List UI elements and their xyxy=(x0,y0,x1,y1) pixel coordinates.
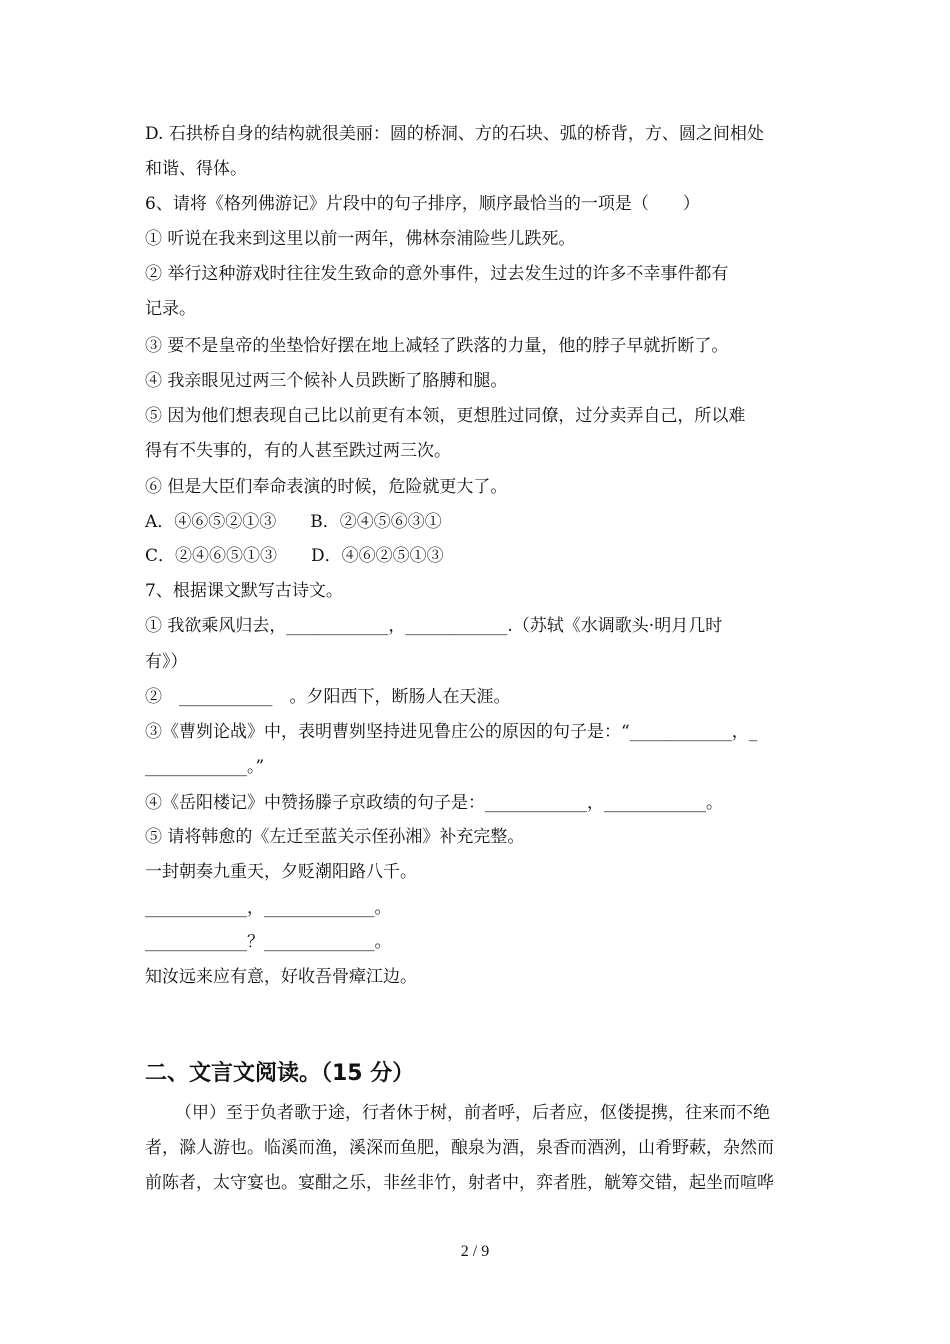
text-line: D. 石拱桥自身的结构就很美丽：圆的桥洞、方的石块、弧的桥背，方、圆之间相处 xyxy=(145,124,764,144)
passage-line: 前陈者，太守宴也。宴酣之乐，非丝非竹，射者中，弈者胜，觥筹交错，起坐而喧哗 xyxy=(145,1173,774,1193)
page-number: 2 / 9 xyxy=(460,1243,490,1260)
text-line: ② 举行这种游戏时往往发生致命的意外事件，过去发生过的许多不幸事件都有 xyxy=(145,264,729,284)
text-line: 有》） xyxy=(145,652,188,672)
text-line: 知汝远来应有意，好收吾骨瘴江边。 xyxy=(145,967,417,987)
text-line: ① 听说在我来到这里以前一两年，佛林奈浦险些儿跌死。 xyxy=(145,229,576,249)
text-line: ⑤ 因为他们想表现自己比以前更有本领，更想胜过同僚，过分卖弄自己，所以难 xyxy=(145,406,746,426)
text-line: 得有不失事的，有的人甚至跌过两三次。 xyxy=(145,441,451,461)
text-line: 和谐、得体。 xyxy=(145,159,247,179)
passage-line: （甲）至于负者歌于途，行者休于树，前者呼，后者应，伛偻提携，往来而不绝 xyxy=(175,1103,770,1123)
text-line: ④ 我亲眼见过两三个候补人员跌断了胳膊和腿。 xyxy=(145,371,508,391)
text-line: ③ 要不是皇帝的坐垫恰好摆在地上减轻了跌落的力量，他的脖子早就折断了。 xyxy=(145,336,729,356)
text-line: 记录。 xyxy=(145,299,196,319)
answer-options: C．②④⑥⑤①③ D．④⑥②⑤①③ xyxy=(145,546,444,566)
text-line: ① 我欲乘风归去，____________，____________.（苏轼《水调歌头·明月几时 xyxy=(145,616,723,636)
text-line: ⑥ 但是大臣们奉命表演的时候，危险就更大了。 xyxy=(145,477,508,497)
passage-line: 者，滁人游也。临溪而渔，溪深而鱼肥，酿泉为酒，泉香而酒洌，山肴野蔌，杂然而 xyxy=(145,1138,774,1158)
answer-options: A．④⑥⑤②①③ B．②④⑤⑥③① xyxy=(145,512,442,532)
question-6: 6、请将《格列佛游记》片段中的句子排序，顺序最恰当的一项是（ ） xyxy=(145,194,700,214)
text-line: ② ___________ 。夕阳西下，断肠人在天涯。 xyxy=(145,687,511,707)
text-line: ____________。” xyxy=(145,757,265,777)
text-line: ⑤ 请将韩愈的《左迁至蓝关示侄孙湘》补充完整。 xyxy=(145,827,525,847)
text-line: ____________，_____________。 xyxy=(145,898,392,918)
text-line: ④《岳阳楼记》中赞扬滕子京政绩的句子是：____________，____________。 xyxy=(145,793,723,813)
question-7: 7、根据课文默写古诗文。 xyxy=(145,581,343,601)
section-heading: 二、文言文阅读。（15 分） xyxy=(145,1061,415,1086)
text-line: 一封朝奏九重天，夕贬潮阳路八千。 xyxy=(145,862,417,882)
text-line: ____________？_____________。 xyxy=(145,932,392,952)
text-line: ③《曹刿论战》中，表明曹刿坚持进见鲁庄公的原因的句子是：“____________，_ xyxy=(145,722,758,742)
